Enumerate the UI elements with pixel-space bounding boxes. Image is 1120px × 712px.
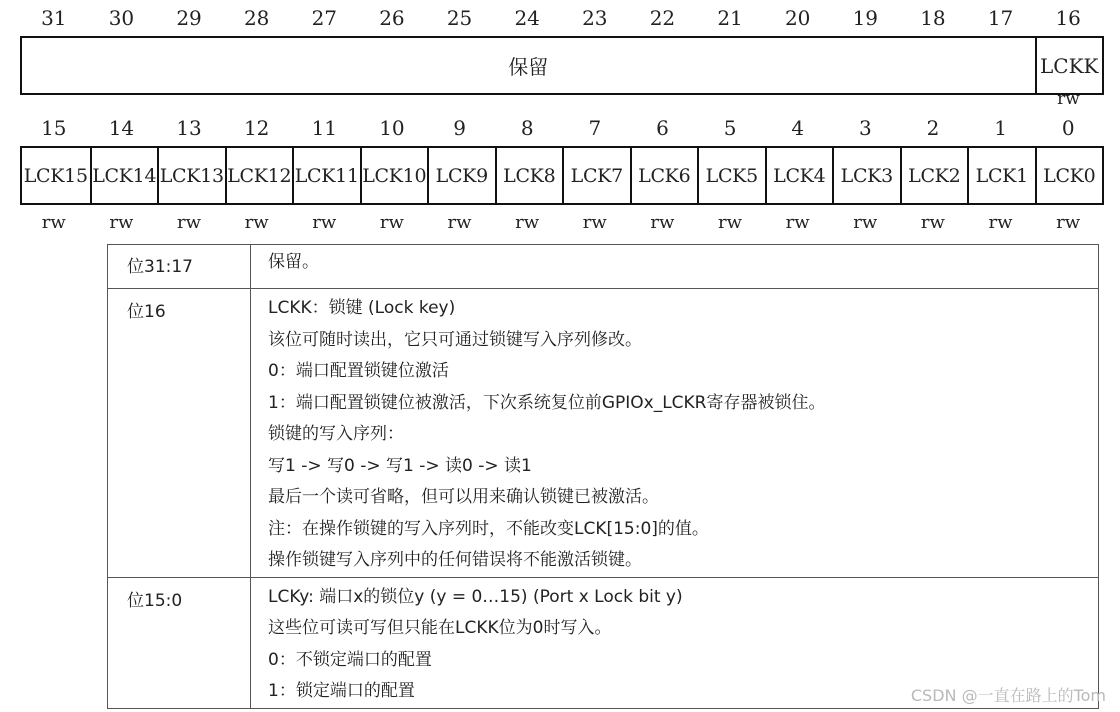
lck-field: LCK6 (630, 148, 698, 203)
reserved-field: 保留 (508, 55, 549, 79)
description-line: 保留。 (268, 252, 319, 272)
table-row (108, 245, 1099, 289)
bit-number: 22 (649, 6, 676, 30)
description-line: 注：在操作锁键的写入序列时，不能改变LCK[15:0]的值。 (268, 518, 709, 539)
table-row (108, 289, 1099, 578)
lck-field: LCK9 (427, 148, 495, 203)
access-type: rw (650, 212, 675, 233)
lck-field: LCK7 (562, 148, 630, 203)
bit-number: 8 (520, 116, 534, 140)
access-type: rw (447, 212, 472, 233)
bit-number: 30 (108, 6, 135, 30)
bit-number: 13 (176, 116, 202, 140)
description-line: 1：锁定端口的配置 (268, 681, 415, 701)
description-line: 1：端口配置锁键位被激活，下次系统复位前GPIOx_LCKR寄存器被锁住。 (268, 392, 826, 413)
lck-field: LCK5 (697, 148, 765, 203)
lck-field: LCK15 (23, 164, 88, 187)
bit-number: 4 (791, 116, 805, 140)
lower-bit-numbers (20, 114, 1102, 142)
bit-range: 位31:17 (108, 245, 251, 289)
bit-number: 7 (588, 116, 602, 140)
lck-field: LCK11 (292, 148, 360, 203)
access-type: rw (109, 212, 134, 233)
bit-description (251, 245, 1099, 289)
bit-number: 11 (311, 116, 338, 140)
lck-field: LCK8 (495, 148, 563, 203)
bit-number: 31 (41, 6, 67, 30)
bit-number: 28 (243, 6, 270, 30)
description-line: LCKy: 端口x的锁位y (y = 0…15) (Port x Lock bit y) (268, 586, 683, 607)
access-type: rw (244, 212, 269, 233)
bit-number: 16 (1055, 6, 1081, 30)
lck-field: LCK14 (90, 148, 158, 203)
description-line: LCKK：锁键 (Lock key) (268, 298, 456, 318)
description-line: 写1 -> 写0 -> 写1 -> 读0 -> 读1 (268, 455, 532, 476)
access-type: rw (379, 212, 404, 233)
lck-field: LCK4 (765, 148, 833, 203)
access-type: rw (582, 212, 607, 233)
access-type: rw (920, 212, 945, 233)
bit-number: 5 (723, 116, 737, 140)
bit-number: 10 (379, 116, 405, 140)
access-type: rw (718, 212, 743, 233)
lck-field: LCK2 (900, 148, 968, 203)
lck-field: LCK10 (360, 148, 428, 203)
bit-number: 27 (311, 6, 338, 30)
bit-number: 29 (176, 6, 202, 30)
bit-number: 23 (582, 6, 608, 30)
upper-bit-numbers (20, 4, 1102, 32)
bit-number: 25 (446, 6, 473, 30)
description-line: 这些位可读可写但只能在LCKK位为0时写入。 (268, 618, 612, 638)
lck-field: LCK1 (967, 148, 1035, 203)
access-type: rw (177, 212, 202, 233)
description-line: 最后一个读可省略，但可以用来确认锁键已被激活。 (268, 487, 659, 507)
bit-number: 6 (656, 116, 669, 140)
bit-number: 24 (514, 6, 540, 30)
description-line: 锁键的写入序列： (268, 424, 404, 444)
bit-number: 9 (453, 116, 466, 140)
lckk-field: LCKK (1035, 38, 1103, 93)
bit-description-table (107, 244, 1099, 709)
lower-access-row (20, 210, 1102, 236)
access-type: rw (988, 212, 1013, 233)
bit-number: 18 (920, 6, 946, 30)
access-type: rw (1056, 212, 1081, 233)
bit-range: 位16 (108, 289, 251, 578)
description-line: 操作锁键写入序列中的任何错误将不能激活锁键。 (268, 550, 642, 570)
bit-number: 19 (852, 6, 879, 30)
lck-field: LCK12 (225, 148, 293, 203)
bit-number: 2 (926, 116, 940, 140)
access-type: rw (785, 212, 810, 233)
bit-number: 15 (41, 116, 67, 140)
bit-number: 26 (379, 6, 405, 30)
register-lower-row (20, 146, 1104, 205)
bit-number: 20 (784, 6, 811, 30)
lck-field: LCK0 (1035, 148, 1103, 203)
access-type: rw (41, 212, 66, 233)
access-type: rw (312, 212, 337, 233)
watermark: CSDN @一直在路上的Tom (910, 686, 1106, 705)
description-line: 0：端口配置锁键位激活 (268, 361, 449, 381)
bit-number: 17 (987, 6, 1014, 30)
lck-field: LCK3 (832, 148, 900, 203)
lckk-access: rw (1057, 92, 1080, 106)
bit-description (251, 289, 1099, 578)
bit-number: 3 (858, 116, 872, 140)
description-line: 该位可随时读出，它只可通过锁键写入序列修改。 (268, 329, 642, 350)
bit-number: 0 (1061, 116, 1075, 140)
bit-number: 21 (717, 6, 743, 30)
bit-number: 12 (243, 116, 270, 140)
description-line: 0：不锁定端口的配置 (268, 649, 432, 670)
register-upper-row (20, 36, 1104, 95)
bit-number: 14 (108, 116, 135, 140)
access-type: rw (853, 212, 878, 233)
bit-range: 位15:0 (108, 577, 251, 708)
bit-number: 1 (994, 116, 1007, 140)
access-type: rw (515, 212, 540, 233)
lck-field: LCK13 (157, 148, 225, 203)
